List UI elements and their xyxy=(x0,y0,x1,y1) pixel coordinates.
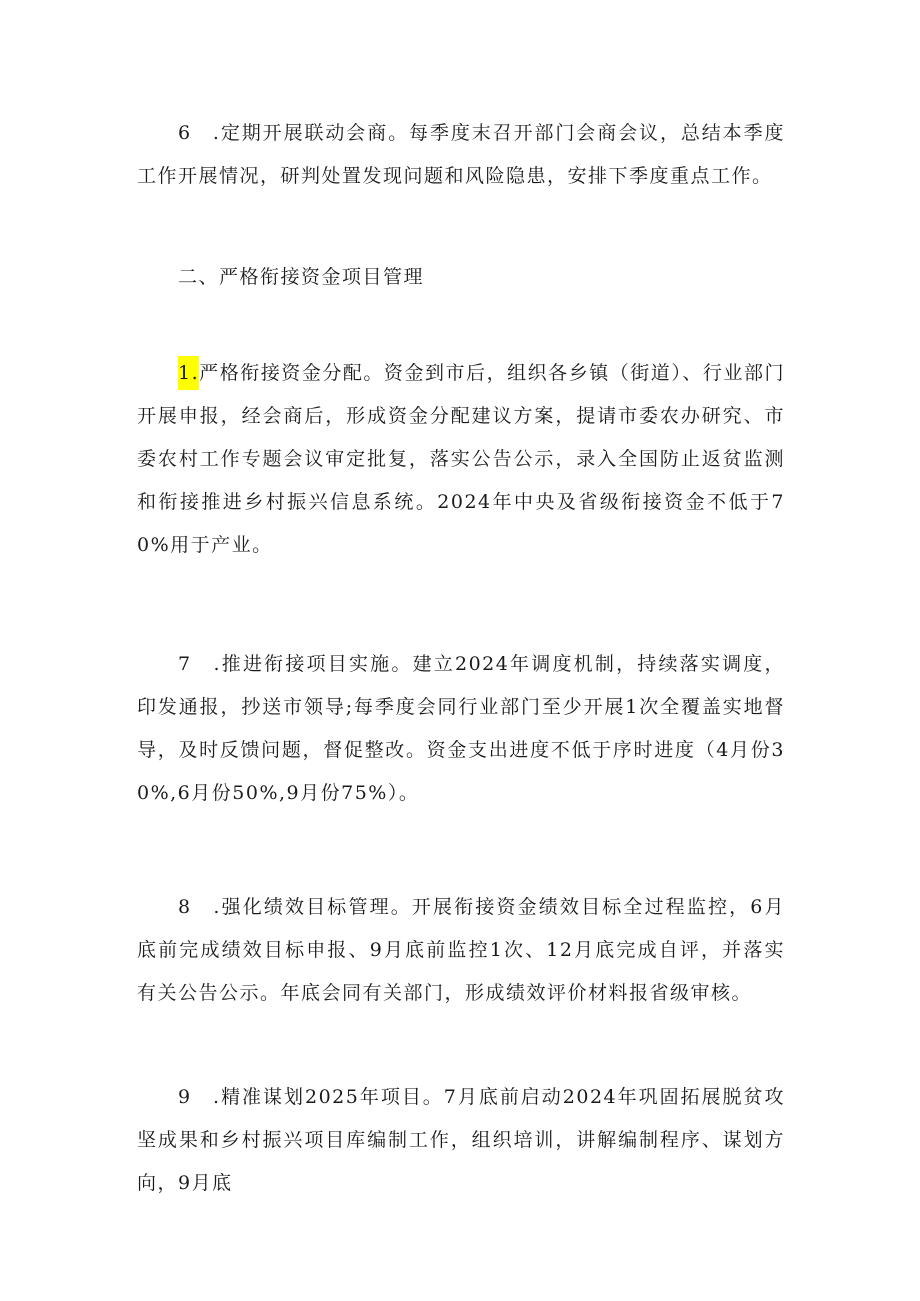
paragraph-1-text: 严格衔接资金分配。资金到市后，组织各乡镇（街道）、行业部门开展申报，经会商后，形成资金分配建议方案，提请市委农办研究、市委农村工作专题会议审定批复，落实公告公示，录入全国防止返贫监测和衔接推进乡村振兴信息系统。2024年中央及省级衔接资金不低于70%用于产业。 xyxy=(137,362,785,556)
highlighted-item-number: 1. xyxy=(178,356,199,390)
section-heading-2: 二、严格衔接资金项目管理 xyxy=(178,266,425,288)
paragraph-9: 9 .精准谋划2025年项目。7月底前启动2024年巩固拓展脱贫攻坚成果和乡村振兴项目库编制工作，组织培训，讲解编制程序、谋划方向，9月底 xyxy=(137,1086,785,1194)
paragraph-6: 6 .定期开展联动会商。每季度末召开部门会商会议，总结本季度工作开展情况，研判处置发现问题和风险隐患，安排下季度重点工作。 xyxy=(137,122,785,187)
paragraph-8: 8 .强化绩效目标管理。开展衔接资金绩效目标全过程监控，6月底前完成绩效目标申报、9月底前监控1次、12月底完成自评，并落实有关公告公示。年底会同有关部门，形成绩效评价材料报省级审核。 xyxy=(137,896,785,1004)
paragraph-1 xyxy=(137,352,785,567)
paragraph-7: 7 .推进衔接项目实施。建立2024年调度机制，持续落实调度，印发通报，抄送市领导;每季度会同行业部门至少开展1次全覆盖实地督导，及时反馈问题，督促整改。资金支出进度不低于序时进度（4月份30%,6月份50%,9月份75%）。 xyxy=(137,653,785,804)
